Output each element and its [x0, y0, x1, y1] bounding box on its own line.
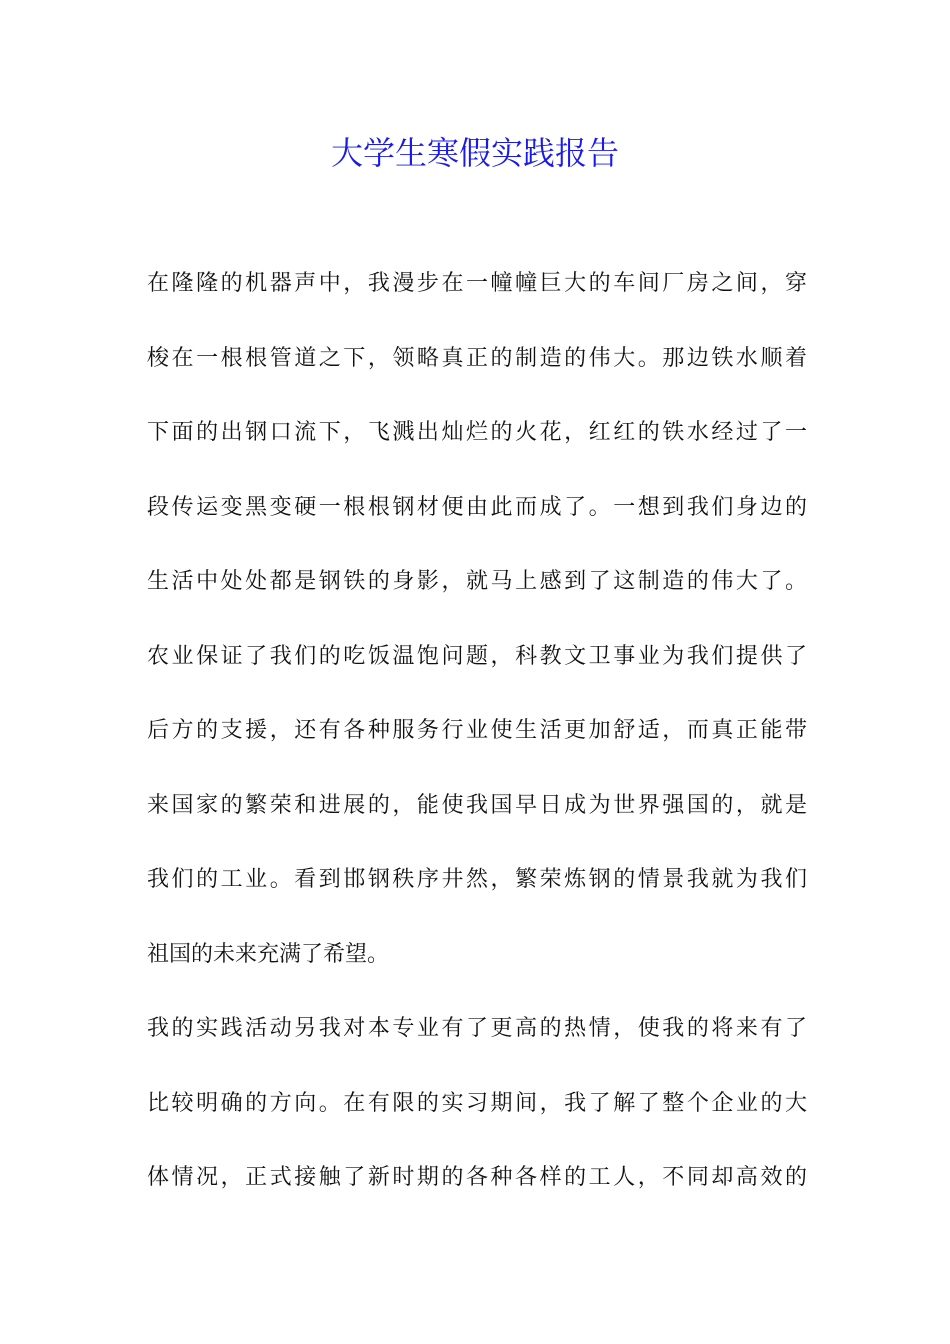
text-line: 体情况，正式接触了新时期的各种各样的工人，不同却高效的	[147, 1165, 807, 1190]
document-body	[147, 262, 807, 1231]
text-line: 农业保证了我们的吃饭温饱问题，科教文卫事业为我们提供了	[147, 643, 807, 669]
text-line: 下面的出钢口流下，飞溅出灿烂的火花，红红的铁水经过了一	[147, 420, 807, 445]
text-line: 祖国的未来充满了希望。	[147, 941, 390, 967]
text-line: 后方的支援，还有各种服务行业使生活更加舒适，而真正能带	[147, 718, 807, 743]
document-title: 大学生寒假实践报告	[330, 134, 619, 172]
text-line: 来国家的繁荣和进展的，能使我国早日成为世界强国的，就是	[147, 792, 807, 818]
text-line: 我的实践活动另我对本专业有了更高的热情，使我的将来有了	[147, 1016, 807, 1041]
text-line: 梭在一根根管道之下，领略真正的制造的伟大。那边铁水顺着	[147, 345, 807, 371]
text-line: 段传运变黑变硬一根根钢材便由此而成了。一想到我们身边的	[147, 494, 807, 520]
text-line: 生活中处处都是钢铁的身影，就马上感到了这制造的伟大了。	[147, 569, 807, 594]
text-line: 在隆隆的机器声中，我漫步在一幢幢巨大的车间厂房之间，穿	[147, 271, 807, 296]
text-line: 比较明确的方向。在有限的实习期间，我了解了整个企业的大	[147, 1090, 807, 1116]
text-line: 我们的工业。看到邯钢秩序井然，繁荣炼钢的情景我就为我们	[147, 867, 807, 892]
